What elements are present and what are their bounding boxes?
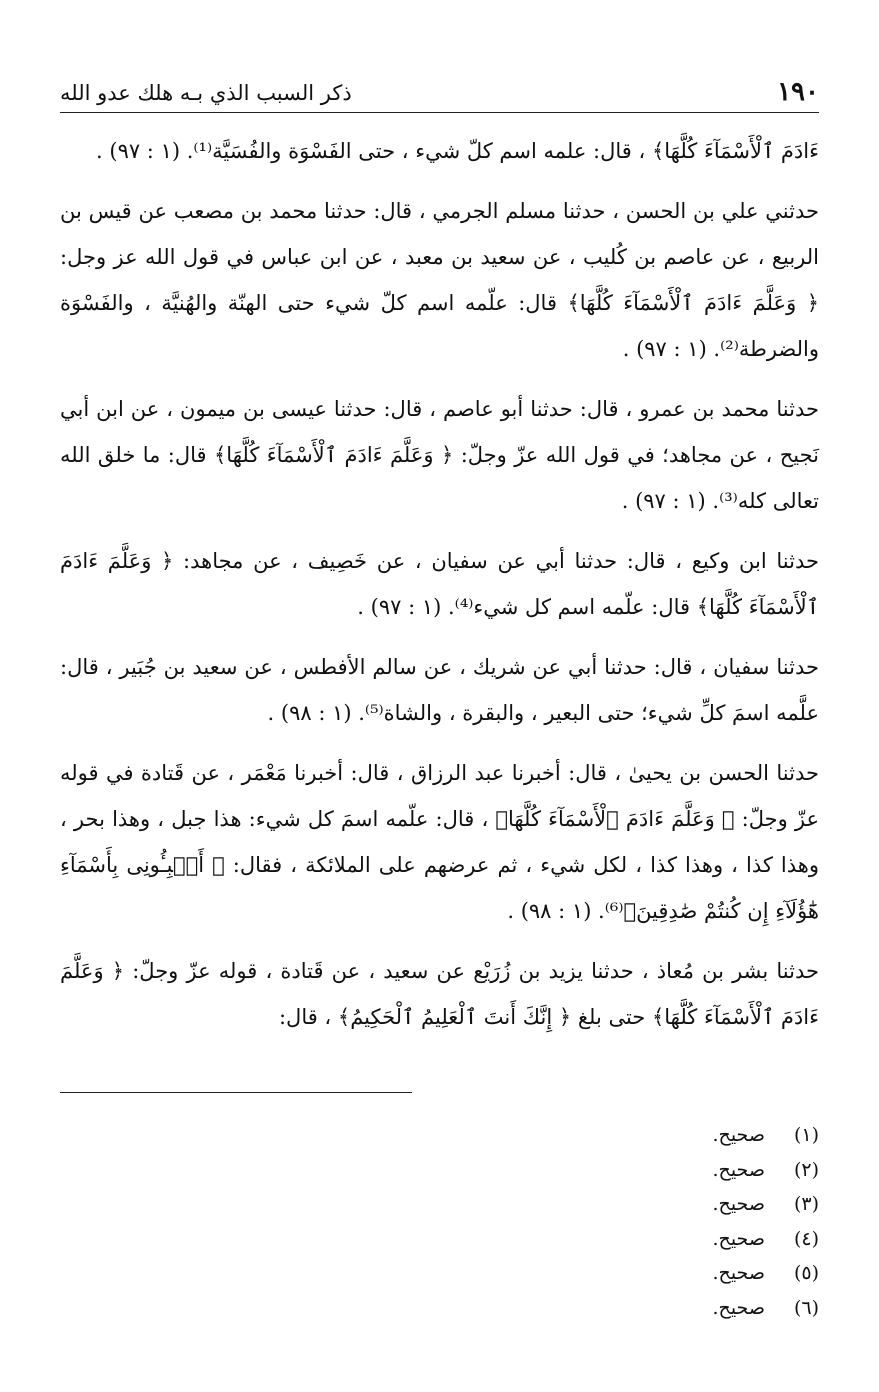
page-number: ١٩٠: [777, 77, 819, 107]
paragraph: ءَادَمَ ٱلْأَسْمَآءَ كُلَّهَا﴾ ، قال: علمه اسم كلّ شيء ، حتى الفَسْوَة والفُسَيَّة⁽¹⁾. (١ : ٩٧) .: [96, 139, 819, 163]
paragraph: حدثنا ابن وكيع ، قال: حدثنا أبي عن سفيان ، عن خَصِيف ، عن مجاهد: ﴿ وَعَلَّمَ ءَادَمَ ٱلْأَسْمَآءَ كُلَّهَا﴾ قال: علّمه اسم كل شيء⁽⁴⁾. (١ : ٩٧) .: [60, 549, 819, 619]
footnote-text: صحيح.: [712, 1227, 765, 1250]
paragraph: حدثنا بشر بن مُعاذ ، حدثنا يزيد بن زُرَيْع عن سعيد ، عن قَتادة ، قوله عزّ وجلّ: ﴿ وَعَلَّمَ ءَادَمَ ٱلْأَسْمَآءَ كُلَّهَا﴾ حتى بلغ ﴿ إِنَّكَ أَنتَ ٱلْعَلِيمُ ٱلْحَكِيمُ﴾ ، قال:: [60, 959, 819, 1029]
paragraph: حدثني علي بن الحسن ، حدثنا مسلم الجرمي ، قال: حدثنا محمد بن مصعب عن قيس بن الربيع ، عن عاصم بن كُليب ، عن سعيد بن معبد ، عن ابن عباس في قول الله عز وجل: ﴿ وَعَلَّمَ ءَادَمَ ٱلْأَسْمَآءَ كُلَّهَا﴾ قال: علّمه اسم كلّ شيء حتى الهنّة والهُنيَّة ، والفَسْوَة والضرطة⁽²⁾. (١ : ٩٧) .: [60, 199, 819, 361]
footnote: [519, 1291, 819, 1326]
footnote-number: (٤): [793, 1227, 819, 1250]
footnote-number: (٢): [793, 1158, 819, 1181]
footnote-number: (١): [793, 1124, 819, 1146]
footnote: [519, 1118, 819, 1153]
footnote: [519, 1153, 819, 1188]
footnote-number: (٥): [793, 1262, 819, 1284]
footnote: [519, 1256, 819, 1291]
footnote-text: صحيح.: [712, 1124, 765, 1146]
footnote-text: صحيح.: [712, 1158, 765, 1181]
footnotes: [519, 1118, 819, 1325]
footnote-number: (٦): [793, 1296, 819, 1319]
paragraph: حدثنا محمد بن عمرو ، قال: حدثنا أبو عاصم ، قال: حدثنا عيسى بن ميمون ، عن ابن أبي نَجيح ، عن مجاهد؛ في قول الله عزّ وجلّ: ﴿ وَعَلَّمَ ءَادَمَ ٱلْأَسْمَآءَ كُلَّهَا﴾ قال: ما خلق الله تعالى كله⁽³⁾. (١ : ٩٧) .: [60, 397, 819, 513]
footnote-text: صحيح.: [712, 1193, 765, 1215]
footnote: [519, 1222, 819, 1257]
page-header: [60, 76, 819, 113]
footnote: [519, 1187, 819, 1222]
footnote-number: (٣): [793, 1193, 819, 1215]
paragraph: حدثنا سفيان ، قال: حدثنا أبي عن شريك ، عن سالم الأفطس ، عن سعيد بن جُبَير ، قال: علَّمه اسمَ كلِّ شيء؛ حتى البعير ، والبقرة ، والشاة⁽⁵⁾. (١ : ٩٨) .: [60, 655, 819, 725]
paragraph: حدثنا الحسن بن يحيىٰ ، قال: أخبرنا عبد الرزاق ، قال: أخبرنا مَعْمَر ، عن قَتادة في قوله عزّ وجلّ: ﴿ وَعَلَّمَ ءَادَمَ ٱلْأَسْمَآءَ كُلَّهَا﴾ ، قال: علّمه اسمَ كل شيء: هذا جبل ، وهذا بحر ، وهذا كذا ، وهذا كذا ، لكل شيء ، ثم عرضهم على الملائكة ، فقال: ﴿ أَنۢبِـُٔونِى بِأَسْمَآءِ هَٰٓؤُلَآءِ إِن كُنتُمْ صَٰدِقِينَ﴾⁽⁶⁾. (١ : ٩٨) .: [60, 761, 819, 923]
footnote-text: صحيح.: [712, 1262, 765, 1284]
main-text: [60, 128, 819, 1054]
footnote-text: صحيح.: [712, 1296, 765, 1319]
footnote-divider: [60, 1092, 412, 1093]
running-head: ذكر السبب الذي بـه هلك عدو الله: [60, 81, 352, 105]
